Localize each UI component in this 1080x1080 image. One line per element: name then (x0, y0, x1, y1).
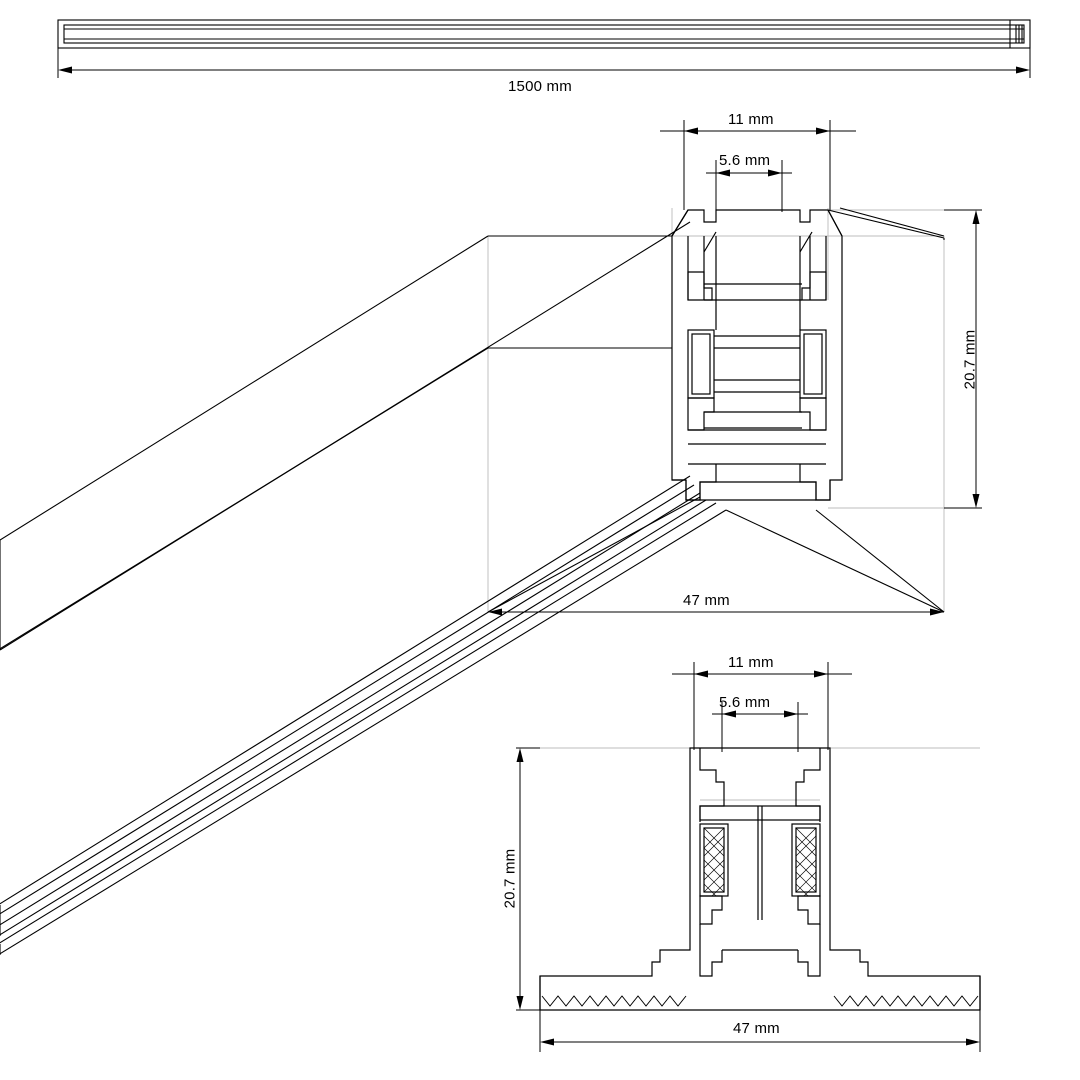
dim-label-11mm-section: 11 mm (728, 654, 774, 671)
dim-label-5-6mm-iso: 5.6 mm (719, 152, 771, 169)
section-serrated-flange-left (542, 996, 686, 1006)
section-profile-outline (540, 748, 980, 1010)
dim-1500-leader (58, 48, 1030, 78)
elevation-profile-outline (58, 20, 1030, 48)
dim-section-20-7mm (516, 748, 540, 1010)
section-serrated-flange-right (834, 996, 978, 1006)
dim-label-20-7mm-section: 20.7 mm (501, 848, 519, 909)
dim-label-1500mm: 1500 mm (508, 78, 572, 95)
iso-extrusion-body (0, 208, 944, 955)
dim-label-5-6mm-section: 5.6 mm (719, 694, 771, 711)
iso-construction-lines (488, 208, 970, 612)
section-hatch-pattern (704, 828, 816, 896)
dim-label-47mm-iso: 47 mm (683, 592, 730, 609)
dim-iso-47mm (488, 609, 944, 616)
dim-label-47mm-section: 47 mm (733, 1020, 780, 1037)
section-construction-lines (540, 748, 980, 1010)
dim-label-20-7mm-iso: 20.7 mm (961, 329, 979, 390)
dim-label-11mm-iso: 11 mm (728, 111, 774, 128)
iso-section-profile (672, 210, 842, 500)
